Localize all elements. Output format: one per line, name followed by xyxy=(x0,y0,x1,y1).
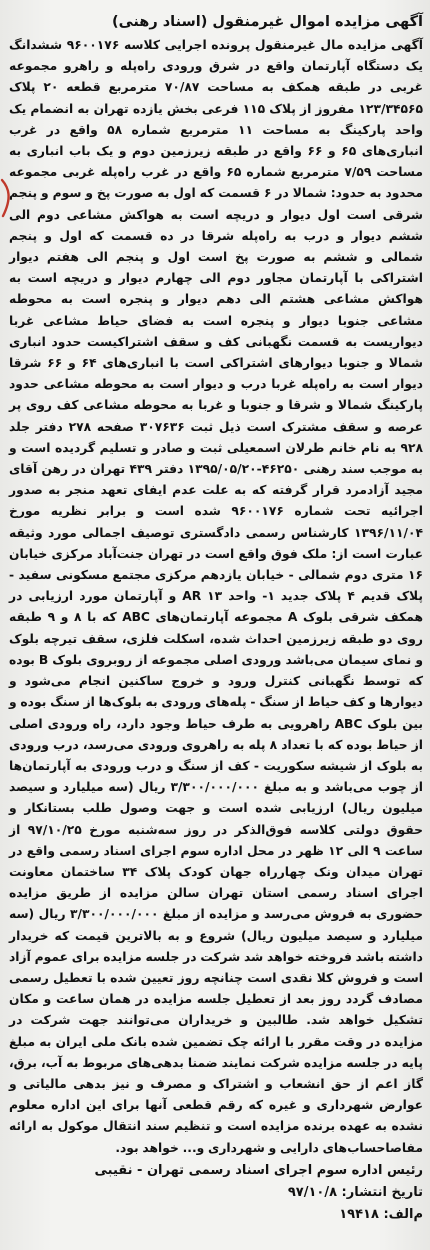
red-pen-mark xyxy=(0,178,16,218)
notice-title: آگهی مزایده اموال غیرمنقول (اسناد رهنی) xyxy=(112,14,423,30)
notice-footer xyxy=(9,1160,423,1226)
publish-date: تاریخ انتشار: ۹۷/۱۰/۸ xyxy=(287,1184,423,1200)
notice-signer: رئیس اداره سوم اجرای اسناد رسمی تهران - نقیبی xyxy=(94,1162,423,1178)
reference-number: م‌الف: ۱۹۴۱۸ xyxy=(339,1206,423,1222)
notice-body: آگهی مزایده مال غیرمنقول پرونده اجرایی کلاسه ۹۶۰۰۱۷۶ ششدانگ یک دستگاه آپارتمان واقع در شرق ورودی راه‌پله و راهرو مجموعه غربی در طبقه همکف به مساحت ۷۰/۸۷ مترمربع قطعه ۲۰ پلاک ۱۲۳/۳۴۵۶۵ مفروز از پلاک ۱۱۵ فرعی بخش یازده تهران به انضمام یک واحد پارکینگ به مساحت ۱۱ مترمربع شماره ۵۸ واقع در غرب انباری‌های ۶۵ و ۶۶ واقع در طبقه زیرزمین دوم و یک باب انباری به مساحت ۷/۵۹ مترمربع شماره ۶۵ واقع در غرب راه‌پله غربی مجموعه محدود به حدود: شمالا در ۶ قسمت که اول به صورت پخ و سوم و پنجم شرقی است اول دیوار و دریچه است به هواکش مشاعی دوم الی ششم دیوار و درب به راه‌پله شرقا در ده قسمت که اول و پنجم شمالی و ششم به صورت پخ است اول و پنجم الی هفتم دیوار اشتراکی با آپارتمان مجاور دوم الی چهارم دیوار و دریچه است به هواکش مشاعی هشتم الی دهم دیوار و پنجره است به محوطه مشاعی جنوبا دیوار و پنجره است به فضای حیاط مشاعی غربا دیواریست به قسمت نگهبانی کف و سقف اشتراکیست حدود انباری شمالا و جنوبا دیوارهای اشتراکی است با انباری‌های ۶۴ و ۶۶ شرقا دیوار است به راه‌پله غربا درب و دیوار است به محوطه مشاعی حدود پارکینگ شمالا و شرقا و جنوبا و غربا به محوطه مشاعی کف روی پر عرصه و سقف مشترک است ذیل ثبت ۳۰۷۶۳۶ صفحه ۲۷۸ دفتر جلد ۹۲۸ به نام خانم طرلان اسمعیلی ثبت و صادر و تسلیم گردیده است و به موجب سند رهنی ۴۶۲۵۰-۱۳۹۵/۰۵/۲۰ دفتر ۴۳۹ تهران در رهن آقای مجید آزادمرد قرار گرفته که به علت عدم ایفای تعهد منجر به صدور اجرائیه تحت شماره ۹۶۰۰۱۷۶ شده است و برابر نظریه مورخ ۱۳۹۶/۱۱/۰۴ کارشناس رسمی دادگستری توصیف اجمالی مورد وثیقه عبارت است از: ملک فوق واقع است در تهران جنت‌آباد مرکزی خیابان ۱۶ متری دوم شمالی - خیابان یازدهم مرکزی مجتمع مسکونی سفید - پلاک قدیم ۴ پلاک جدید ۱- واحد ۱۳ AR و آپارتمان مورد ارزیابی در همکف شرقی بلوک A مجموعه آپارتمان‌های ABC که با ۸ و ۹ طبقه روی دو طبقه زیرزمین احداث شده، اسکلت فلزی، سقف تیرچه بلوک و نمای سیمان می‌باشد ورودی اصلی مجموعه از روبروی بلوک B بوده که توسط نگهبانی کنترل ورود و خروج ساکنین انجام می‌شود و دیوارها و کف حیاط از سنگ - پله‌های ورودی به بلوک‌ها از سنگ بوده و بین بلوک ABC راهرویی به طرف حیاط وجود دارد، راه ورودی اصلی از حیاط بوده که با تعداد ۸ پله به راهروی ورودی می‌رسد، درب ورودی به بلوک از شیشه سکوریت - کف از سنگ و درب ورودی به آپارتمان‌ها از چوب می‌باشد و به مبلغ ۳/۳۰۰/۰۰۰/۰۰۰ ریال (سه میلیارد و سیصد میلیون ریال) ارزیابی شده است و جهت وصول طلب بستانکار و حقوق دولتی کلاسه فوق‌الذکر در روز سه‌شنبه مورخ ۹۷/۱۰/۲۵ از ساعت ۹ الی ۱۲ ظهر در محل اداره سوم اجرای اسناد رسمی واقع در تهران میدان ونک چهارراه جهان کودک پلاک ۳۴ ساختمان معاونت اجرای اسناد رسمی استان تهران سالن مزایده از طریق مزایده حضوری به فروش می‌رسد و مزایده از مبلغ ۳/۳۰۰/۰۰۰/۰۰۰ ریال (سه میلیارد و سیصد میلیون ریال) شروع و به بالاترین قیمت که خریدار داشته باشد فروخته خواهد شد شرکت در جلسه مزایده برای عموم آزاد است و فروش کلا نقدی است چنانچه روز تعیین شده با تعطیل رسمی مصادف گردد روز بعد از تعطیل جلسه مزایده در همان ساعت و مکان تشکیل خواهد شد. طالبین و خریداران می‌توانند جهت شرکت در مزایده در وقت مقرر با ارائه چک تضمین شده بانک ملی ایران به مبلغ پایه در جلسه مزایده شرکت نمایند ضمنا بدهی‌های مربوط به آب، برق، گاز اعم از حق انشعاب و اشتراک و مصرف و نیز بدهی مالیاتی و عوارض شهرداری و غیره که رقم قطعی آنها برای این اداره معلوم نشده به عهده برنده مزایده است و تنظیم سند انتقال موکول به ارائه مفاصاحساب‌های دارایی و شهرداری و... خواهد بود. xyxy=(9,38,424,1155)
auction-notice xyxy=(9,10,423,1226)
